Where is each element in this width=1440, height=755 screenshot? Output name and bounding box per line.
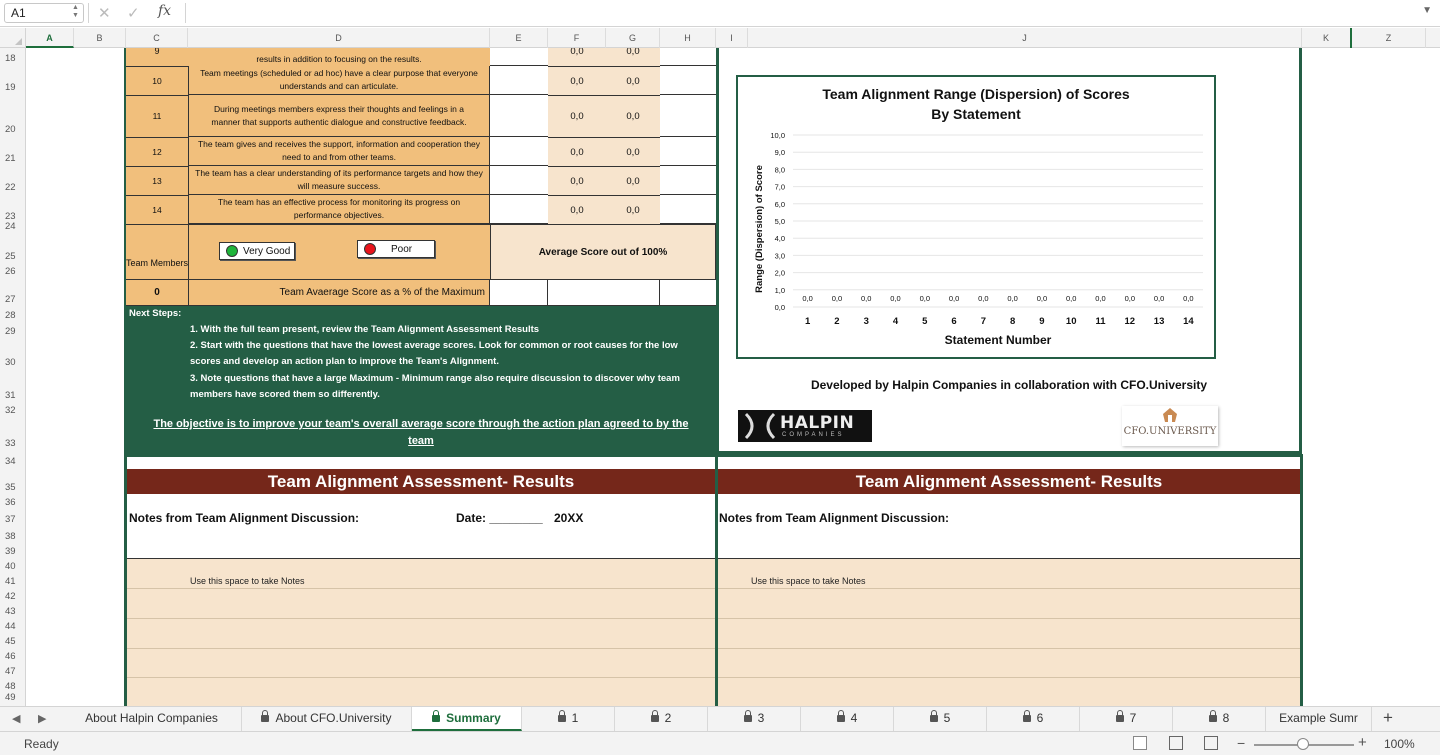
chart-data-label: 0,0 <box>1124 294 1136 303</box>
question-number[interactable]: 12 <box>126 137 188 166</box>
chart-x-ticks <box>805 316 1194 327</box>
lock-icon <box>1116 715 1124 722</box>
row-header[interactable]: 38 <box>5 531 16 542</box>
chart-x-tick-label: 5 <box>922 316 928 327</box>
notes-label-left: Notes from Team Alignment Discussion: <box>129 511 360 525</box>
column-header-j[interactable]: J <box>748 28 1302 48</box>
zoom-level: 100% <box>1384 737 1415 751</box>
chevron-down-icon[interactable]: ▼ <box>1422 5 1432 16</box>
objective-line: The objective is to improve your team's overall average score through the action plan agreed to by the <box>153 418 689 430</box>
tab-label: 8 <box>1222 711 1230 725</box>
score-cell[interactable]: 0,0 <box>548 48 606 66</box>
tab-5[interactable] <box>894 707 987 731</box>
tab-label: About Halpin Companies <box>85 711 218 725</box>
chart-x-tick-label: 6 <box>951 316 957 327</box>
blank-cell[interactable] <box>660 280 716 306</box>
row-header[interactable]: 43 <box>5 606 16 617</box>
tab-summary[interactable] <box>412 707 522 731</box>
chart-y-tick-label: 9,0 <box>774 148 785 158</box>
formula-input[interactable] <box>192 5 1392 21</box>
next-step-item: 1. With the full team present, review the Team Alignment Assessment Results <box>190 324 540 335</box>
column-header-k[interactable]: K <box>1302 28 1352 48</box>
chart-y-tick-label: 6,0 <box>774 199 785 209</box>
column-header-z[interactable]: Z <box>1352 28 1426 48</box>
green-dot-icon <box>226 245 238 257</box>
question-number[interactable]: 11 <box>126 95 188 137</box>
notes-line <box>127 677 715 678</box>
halpin-logo <box>738 410 872 442</box>
sheet-tabs-bar <box>0 706 1440 731</box>
notes-line <box>127 588 715 589</box>
row-header[interactable]: 30 <box>5 357 16 368</box>
tab-4[interactable] <box>801 707 894 731</box>
column-header-i[interactable]: I <box>716 28 748 48</box>
question-statement[interactable]: The team has an effective process for monitoring its progress on performance objectives. <box>188 195 490 224</box>
poor-legend <box>357 240 435 258</box>
row-header[interactable]: 44 <box>5 621 16 632</box>
tab-8[interactable] <box>1173 707 1266 731</box>
chart-ylabel: Range (Dispersion) of Score <box>754 165 765 293</box>
team-average-value[interactable] <box>548 280 660 306</box>
normal-view-icon[interactable] <box>1133 736 1147 750</box>
row-header[interactable]: 40 <box>5 561 16 572</box>
question-number[interactable]: 13 <box>126 166 188 195</box>
chart-data-labels <box>802 294 1193 303</box>
notes-line <box>127 648 715 649</box>
score-cell[interactable]: 0,0 <box>606 48 660 66</box>
tab-2[interactable] <box>615 707 708 731</box>
chart-data-label: 0,0 <box>919 294 931 303</box>
formula-bar-separator <box>88 3 89 23</box>
lock-icon <box>1023 715 1031 722</box>
chart-y-tick-label: 2,0 <box>774 268 785 278</box>
row-header[interactable]: 18 <box>5 53 16 64</box>
column-header-f[interactable]: F <box>548 28 606 48</box>
blank-cell[interactable] <box>490 95 548 137</box>
lock-icon <box>261 715 269 722</box>
team-members-count[interactable]: 0 <box>126 280 188 306</box>
halpin-mark-icon <box>740 410 780 442</box>
chart-x-tick-label: 14 <box>1183 316 1194 327</box>
blank-cell[interactable] <box>490 195 548 224</box>
tab-label: 5 <box>943 711 951 725</box>
tab-7[interactable] <box>1080 707 1173 731</box>
chart-y-tick-label: 7,0 <box>774 182 785 192</box>
chart-x-tick-label: 11 <box>1095 316 1106 327</box>
column-headers <box>0 28 1440 48</box>
chart-y-ticks <box>770 131 785 312</box>
halpin-logo-sub: COMPANIES <box>782 432 845 438</box>
score-cell[interactable]: 0,0 <box>548 137 606 166</box>
row-header[interactable]: 33 <box>5 438 16 449</box>
question-number[interactable]: 9 <box>126 48 188 66</box>
tab-label: 1 <box>571 711 579 725</box>
add-sheet-icon[interactable]: + <box>1383 708 1393 727</box>
select-all-corner[interactable] <box>0 28 26 48</box>
chart-subtitle: By Statement <box>931 106 1021 122</box>
page-layout-view-icon[interactable] <box>1169 736 1183 750</box>
question-statement[interactable]: The team gives and receives the support, information and cooperation they need to and from other teams. <box>188 137 490 166</box>
blank-cell[interactable] <box>660 48 716 66</box>
function-icon[interactable]: fx <box>158 3 172 19</box>
score-cell[interactable]: 0,0 <box>548 66 606 95</box>
blank-cell[interactable] <box>660 166 716 195</box>
cfo-house-icon <box>1163 408 1177 422</box>
chart-x-tick-label: 2 <box>834 316 840 327</box>
tab-label: 3 <box>757 711 765 725</box>
notes-hint-right: Use this space to take Notes <box>751 576 866 586</box>
row-headers <box>0 48 26 706</box>
chart-data-label: 0,0 <box>1183 294 1194 303</box>
page-break-view-icon[interactable] <box>1204 736 1218 750</box>
chart-y-tick-label: 8,0 <box>774 165 785 175</box>
formula-bar <box>0 0 1440 27</box>
row-header[interactable]: 47 <box>5 666 16 677</box>
tab-label: Summary <box>446 711 501 725</box>
notes-line <box>718 588 1300 589</box>
chart-x-tick-label: 9 <box>1039 316 1045 327</box>
notes-line <box>718 648 1300 649</box>
row-header[interactable]: 46 <box>5 651 16 662</box>
row-header[interactable]: 20 <box>5 124 16 135</box>
row-header[interactable]: 23 <box>5 211 16 222</box>
row-header[interactable]: 19 <box>5 82 16 93</box>
score-cell[interactable]: 0,0 <box>606 166 660 195</box>
chart-x-tick-label: 7 <box>980 316 987 327</box>
tab-scroll-right-icon[interactable]: ▶ <box>38 713 47 725</box>
row-header[interactable]: 27 <box>5 294 16 305</box>
chart-title: Team Alignment Range (Dispersion) of Scores <box>822 86 1130 102</box>
chart-data-label: 0,0 <box>802 294 813 303</box>
question-number[interactable]: 10 <box>126 66 188 95</box>
next-step-item: members have scored them so differently. <box>190 389 380 400</box>
average-score-label: Average Score out of 100% <box>490 224 716 280</box>
tab-6[interactable] <box>987 707 1080 731</box>
blank-cell[interactable] <box>490 48 548 66</box>
chart-data-label: 0,0 <box>890 294 901 303</box>
chart-x-tick-label: 8 <box>1009 316 1016 327</box>
zoom-slider-knob[interactable] <box>1297 738 1309 750</box>
notes-line <box>718 618 1300 619</box>
results-right-header: Team Alignment Assessment- Results <box>718 469 1300 494</box>
chart-data-label: 0,0 <box>1036 294 1048 303</box>
column-header-d[interactable]: D <box>188 28 490 48</box>
lock-icon <box>837 715 845 722</box>
chart-y-tick-label: 3,0 <box>774 251 785 261</box>
cfo-university-logo <box>1122 406 1218 446</box>
name-box-stepper-icon[interactable]: ▲ ▼ <box>72 4 79 19</box>
tab-label: 7 <box>1129 711 1137 725</box>
score-cell[interactable]: 0,0 <box>606 66 660 95</box>
row-header[interactable]: 49 <box>5 692 16 703</box>
question-statement[interactable]: Team meetings (scheduled or ad hoc) have a clear purpose that everyone understands and can articulate. <box>188 66 490 95</box>
notes-line <box>718 677 1300 678</box>
row-header[interactable]: 28 <box>5 310 16 321</box>
row-header[interactable]: 24 <box>5 221 16 232</box>
row-header[interactable]: 26 <box>5 266 16 277</box>
zoom-out-icon[interactable]: − <box>1237 735 1246 751</box>
blank-cell[interactable] <box>490 137 548 166</box>
blank-cell[interactable] <box>490 66 548 95</box>
row-header[interactable]: 21 <box>5 153 16 164</box>
chart-x-tick-label: 13 <box>1153 316 1165 327</box>
team-average-label: Team Avaerage Score as a % of the Maximum <box>188 280 490 306</box>
row-header[interactable]: 42 <box>5 591 16 602</box>
very-good-legend <box>219 242 295 260</box>
chart-data-label: 0,0 <box>1095 294 1106 303</box>
notes-label-right: Notes from Team Alignment Discussion: <box>719 511 950 525</box>
chart-y-tick-label: 1,0 <box>774 285 785 295</box>
formula-bar-separator <box>185 3 186 23</box>
chart-x-tick-label: 12 <box>1124 316 1136 327</box>
tab-label: About CFO.University <box>275 711 392 725</box>
score-cell[interactable]: 0,0 <box>548 195 606 224</box>
tab-about-cfo[interactable] <box>242 707 412 731</box>
column-header-g[interactable]: G <box>606 28 660 48</box>
chart-data-label: 0,0 <box>948 294 960 303</box>
very-good-label: Very Good <box>243 245 291 257</box>
zoom-in-icon[interactable]: + <box>1358 734 1367 751</box>
question-statement[interactable]: During meetings members express their thoughts and feelings in a manner that supports authentic dialogue and constructive feedback. <box>188 95 490 137</box>
date-label: Date: ________ <box>456 511 543 525</box>
name-box[interactable]: A1 <box>4 3 84 23</box>
blank-cell[interactable] <box>660 95 716 137</box>
lock-icon <box>651 715 659 722</box>
chart-xlabel: Statement Number <box>944 333 1052 347</box>
row-header[interactable]: 29 <box>5 326 16 337</box>
row-header[interactable]: 31 <box>5 390 16 401</box>
halpin-logo-text: HALPIN <box>780 413 855 433</box>
results-left-header: Team Alignment Assessment- Results <box>127 469 715 494</box>
dispersion-chart[interactable] <box>736 75 1216 359</box>
blank-cell[interactable] <box>660 66 716 95</box>
next-steps-box <box>126 306 716 454</box>
lock-icon <box>558 715 566 722</box>
score-cell[interactable]: 0,0 <box>606 137 660 166</box>
cancel-icon[interactable]: ✕ <box>98 5 111 22</box>
score-cell[interactable]: 0,0 <box>606 95 660 137</box>
row-header[interactable]: 25 <box>5 251 16 262</box>
blank-cell[interactable] <box>490 166 548 195</box>
row-header[interactable]: 22 <box>5 182 16 193</box>
question-statement[interactable]: results in addition to focusing on the results. <box>188 48 490 66</box>
row-header[interactable]: 32 <box>5 405 16 416</box>
notes-hint-left: Use this space to take Notes <box>190 576 305 586</box>
chart-x-tick-label: 1 <box>804 316 811 327</box>
chart-y-tick-label: 4,0 <box>774 234 785 244</box>
row-header[interactable]: 37 <box>5 514 16 525</box>
chart-y-tick-label: 5,0 <box>774 217 785 226</box>
chart-gridlines <box>793 135 1203 307</box>
next-steps-title: Next Steps: <box>129 308 182 319</box>
tab-label: 4 <box>850 711 858 725</box>
row-header[interactable]: 48 <box>5 681 16 692</box>
chart-x-tick-label: 3 <box>863 316 869 327</box>
tab-scroll-left-icon[interactable]: ◀ <box>12 713 21 725</box>
lock-icon <box>930 715 938 722</box>
lock-icon <box>744 715 752 722</box>
row-header[interactable]: 36 <box>5 497 16 508</box>
score-cell[interactable]: 0,0 <box>548 166 606 195</box>
objective-text <box>136 416 706 450</box>
team-members-label: Team Members <box>126 258 189 268</box>
confirm-icon[interactable]: ✓ <box>127 5 140 22</box>
lock-icon <box>1209 715 1217 722</box>
blank-cell[interactable] <box>660 137 716 166</box>
column-header-c[interactable]: C <box>126 28 188 48</box>
row-header[interactable]: 45 <box>5 636 16 647</box>
blank-cell[interactable] <box>660 195 716 224</box>
status-bar <box>0 731 1440 755</box>
column-header-a[interactable]: A <box>26 28 74 48</box>
chart-data-label: 0,0 <box>831 294 843 303</box>
chart-y-tick-label: 0,0 <box>774 303 785 312</box>
notes-line <box>127 618 715 619</box>
status-ready: Ready <box>24 737 59 751</box>
next-step-item: scores and develop an action plan to improve the Team's Alignment. <box>190 356 499 367</box>
date-year[interactable]: 20XX <box>554 511 584 525</box>
question-statement[interactable]: The team has a clear understanding of its performance targets and how they will measure success. <box>188 166 490 195</box>
poor-label: Poor <box>391 243 413 255</box>
column-header-b[interactable]: B <box>74 28 126 48</box>
chart-data-label: 0,0 <box>978 294 989 303</box>
row-header[interactable]: 34 <box>5 456 16 467</box>
chart-data-label: 0,0 <box>1153 294 1165 303</box>
tab-about-halpin[interactable] <box>62 707 242 731</box>
chart-svg <box>738 77 1214 357</box>
column-header-e[interactable]: E <box>490 28 548 48</box>
cfo-logo-text: CFO.UNIVERSITY <box>1123 426 1217 437</box>
row-header[interactable]: 39 <box>5 546 16 557</box>
chart-data-label: 0,0 <box>1065 294 1077 303</box>
cell-divider <box>188 224 189 280</box>
chart-x-tick-label: 4 <box>892 316 899 327</box>
chart-x-tick-label: 10 <box>1065 316 1077 327</box>
tab-example-summary[interactable] <box>1266 707 1372 731</box>
blank-cell[interactable] <box>490 280 548 306</box>
score-cell[interactable]: 0,0 <box>548 95 606 137</box>
chart-data-label: 0,0 <box>1007 294 1018 303</box>
question-number[interactable]: 14 <box>126 195 188 224</box>
tab-1[interactable] <box>522 707 615 731</box>
tab-label: 6 <box>1036 711 1044 725</box>
row-header[interactable]: 41 <box>5 576 16 587</box>
sheet-grid <box>26 48 1440 706</box>
lock-icon <box>432 715 440 722</box>
column-header-h[interactable]: H <box>660 28 716 48</box>
chart-y-tick-label: 10,0 <box>770 131 785 140</box>
developed-by-text: Developed by Halpin Companies in collaboration with CFO.University <box>810 378 1208 392</box>
chart-data-label: 0,0 <box>860 294 872 303</box>
tab-label: Example Sumr <box>1279 711 1358 725</box>
objective-line: team <box>408 435 434 447</box>
row-header[interactable]: 35 <box>5 482 16 493</box>
score-cell[interactable]: 0,0 <box>606 195 660 224</box>
tab-label: 2 <box>664 711 672 725</box>
tab-3[interactable] <box>708 707 801 731</box>
red-dot-icon <box>364 243 376 255</box>
next-step-item: 2. Start with the questions that have the lowest average scores. Look for common or root causes for the low <box>190 340 678 351</box>
next-step-item: 3. Note questions that have a large Maximum - Minimum range also require discussion to discover why team <box>190 373 680 384</box>
